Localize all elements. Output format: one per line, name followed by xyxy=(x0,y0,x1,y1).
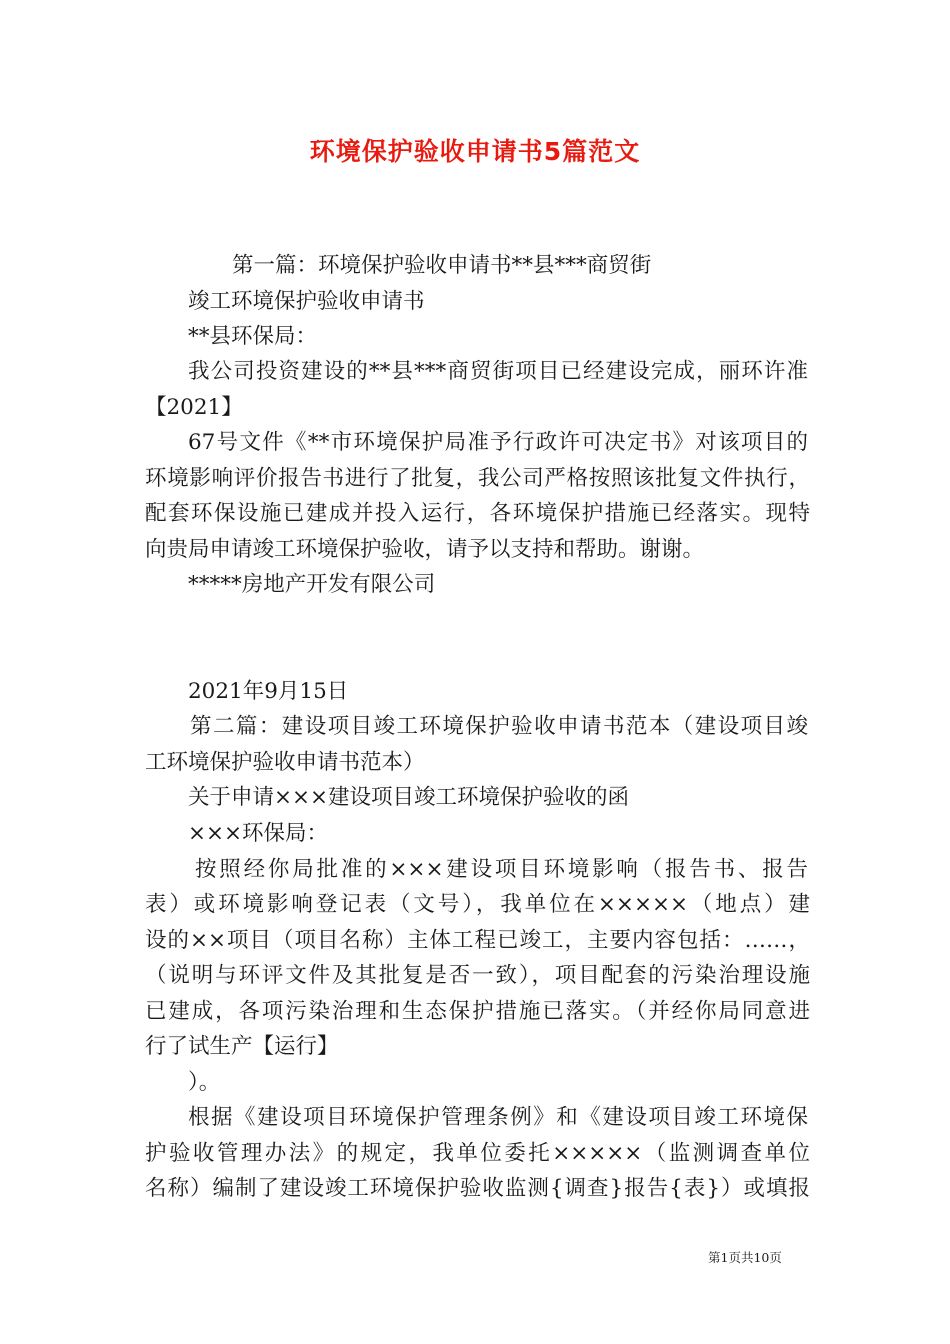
paragraph-line: 工环境保护验收申请书范本） xyxy=(145,750,425,775)
paragraph-line: 行了试生产【运行】 xyxy=(145,1034,339,1059)
document-title: 环境保护验收申请书5篇范文 xyxy=(309,137,641,166)
paragraph-line: 已建成，各项污染治理和生态保护措施已落实。（并经你局同意进 xyxy=(145,999,810,1024)
paragraph-line: （说明与环评文件及其批复是否一致），项目配套的污染治理设施 xyxy=(145,963,810,988)
paragraph-line: 配套环保设施已建成并投入运行，各环境保护措施已经落实。现特 xyxy=(145,501,810,526)
paragraph-line: 表）或环境影响登记表（文号），我单位在×××××（地点）建 xyxy=(145,892,810,917)
addressee-line: ×××环保局： xyxy=(188,821,329,846)
paragraph-line: ）。 xyxy=(188,1070,221,1095)
paragraph-line: 护验收管理办法》的规定，我单位委托×××××（监测调查单位 xyxy=(145,1141,810,1166)
signature-company: *****房地产开发有限公司 xyxy=(188,572,436,597)
page-number: 第1页共10页 xyxy=(708,1250,782,1265)
paragraph-line: 向贵局申请竣工环境保护验收，请予以支持和帮助。谢谢。 xyxy=(145,537,705,562)
addressee-line: **县环保局： xyxy=(188,324,318,349)
section-2-heading: 第二篇：建设项目竣工环境保护验收申请书范本（建设项目竣 xyxy=(190,714,808,739)
paragraph-line: 设的××项目（项目名称）主体工程已竣工，主要内容包括：……， xyxy=(145,928,810,953)
paragraph-line: 按照经你局批准的×××建设项目环境影响（报告书、报告 xyxy=(195,857,808,882)
paragraph-line: 我公司投资建设的**县***商贸街项目已经建设完成，丽环许准 xyxy=(188,359,808,384)
signature-date: 2021年9月15日 xyxy=(188,679,349,704)
paragraph-line: 【2021】 xyxy=(145,395,243,420)
letter-subject: 关于申请×××建设项目竣工环境保护验收的函 xyxy=(188,785,630,810)
paragraph-line: 67号文件《**市环境保护局准予行政许可决定书》对该项目的 xyxy=(188,430,808,455)
paragraph-line: 根据《建设项目环境保护管理条例》和《建设项目竣工环境保 xyxy=(188,1105,808,1130)
paragraph-line: 环境影响评价报告书进行了批复，我公司严格按照该批复文件执行， xyxy=(145,466,810,491)
section-1-heading: 第一篇：环境保护验收申请书**县***商贸街 xyxy=(232,253,652,278)
paragraph-line: 名称）编制了建设竣工环境保护验收监测{调查}报告{表}）或填报 xyxy=(145,1176,810,1201)
paragraph-line: 竣工环境保护验收申请书 xyxy=(188,289,425,314)
